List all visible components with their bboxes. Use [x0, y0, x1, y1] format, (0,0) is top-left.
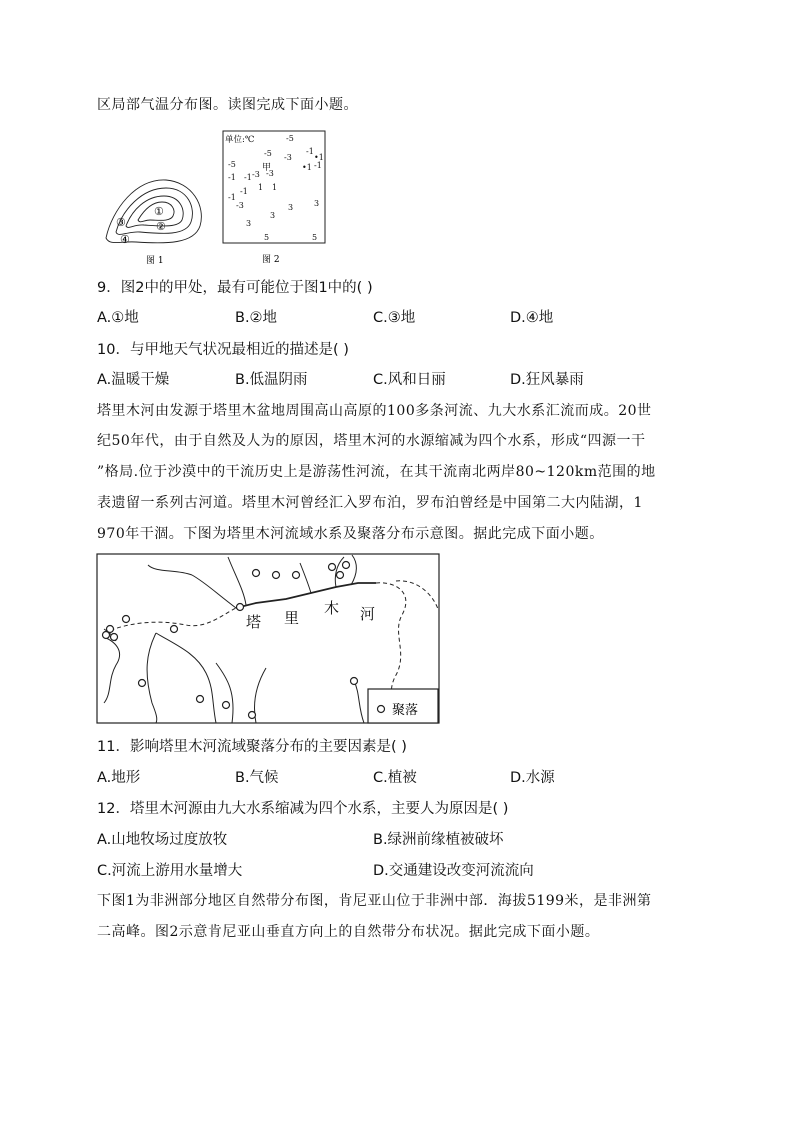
q9-option-c[interactable]: C.③地 [373, 310, 416, 326]
map-legend-label: 聚落 [392, 703, 419, 718]
value-3: -3 [284, 153, 292, 162]
contour-label-4: ④ [120, 233, 130, 246]
contour-label-2: ② [156, 220, 166, 233]
value-10: -1 [228, 193, 236, 202]
jia-label: 甲 [262, 163, 272, 173]
passage2-line-2: 纪50年代，由于自然及人为的原因，塔里木河的水源缩减为四个水系，形成“四源一干 [97, 433, 646, 449]
value-2: -5 [264, 149, 272, 158]
q12-option-d[interactable]: D.交通建设改变河流流向 [373, 863, 534, 879]
q11-option-a[interactable]: A.地形 [97, 770, 141, 786]
value-1: -5 [286, 134, 294, 143]
value-5: -5 [228, 160, 236, 169]
contour-label-3: ③ [116, 216, 126, 229]
value-15: •1 [314, 153, 324, 162]
passage3-line-1: 下图1为非洲部分地区自然带分布图，肯尼亚山位于非洲中部．海拔5199米，是非洲第 [97, 893, 652, 909]
value-13: -1 [314, 161, 322, 170]
value-14: -3 [236, 201, 244, 210]
q10-option-c[interactable]: C.风和日丽 [373, 372, 446, 388]
river-label-ta: 塔 [246, 613, 262, 631]
river-label-he: 河 [360, 605, 376, 623]
value-11: 1 [272, 183, 278, 192]
value-21: 5 [264, 233, 270, 242]
settlement-legend-icon [378, 706, 385, 713]
temperature-svg [222, 130, 326, 268]
contour-label-1: ① [154, 205, 164, 218]
river-label-mu: 木 [324, 599, 340, 617]
passage2-line-5: 970年干涸。下图为塔里木河流域水系及聚落分布示意图。据此完成下面小题。 [97, 526, 604, 542]
q11-option-d[interactable]: D.水源 [510, 770, 555, 786]
tarim-river-map [96, 553, 440, 724]
question-11: 11．影响塔里木河流域聚落分布的主要因素是( ) [97, 739, 407, 755]
passage2-line-1: 塔里木河由发源于塔里木盆地周围高山高原的100多条河流、九大水系汇流而成。20世 [97, 403, 652, 419]
value-16: 1 [258, 183, 264, 192]
q9-option-b[interactable]: B.②地 [235, 310, 278, 326]
figure-2-caption: 图 2 [262, 255, 280, 265]
figure-1-contour [96, 170, 206, 266]
q12-option-c[interactable]: C.河流上游用水量增大 [97, 863, 243, 879]
value-17: 3 [246, 219, 252, 228]
contour-svg [96, 170, 206, 266]
q12-option-b[interactable]: B.绿洲前缘植被破坏 [373, 832, 504, 848]
value-4: -1 [306, 147, 314, 156]
question-9: 9．图2中的甲处，最有可能位于图1中的( ) [97, 280, 373, 296]
passage3-line-2: 二高峰。图2示意肯尼亚山垂直方向上的自然带分布状况。据此完成下面小题。 [97, 924, 600, 940]
river-label-li: 里 [284, 609, 300, 627]
value-23: -1 [244, 173, 252, 182]
value-6: -3 [252, 170, 260, 179]
passage2-line-3: ”格局.位于沙漠中的干流历史上是游荡性河流，在其干流南北两岸80~120km范围的地 [97, 464, 656, 480]
q10-option-b[interactable]: B.低温阴雨 [235, 372, 308, 388]
value-8: -1 [228, 173, 236, 182]
q11-option-c[interactable]: C.植被 [373, 770, 417, 786]
value-18: 3 [270, 211, 276, 220]
q10-option-a[interactable]: A.温暖干燥 [97, 372, 170, 388]
q11-option-b[interactable]: B.气候 [235, 770, 279, 786]
value-20: 3 [314, 199, 320, 208]
value-22: 5 [312, 233, 318, 242]
passage2-line-4: 表遗留一系列古河道。塔里木河曾经汇入罗布泊，罗布泊曾经是中国第二大内陆湖，1 [97, 495, 643, 511]
q9-option-d[interactable]: D.④地 [510, 310, 554, 326]
map-svg [96, 553, 440, 724]
intro-text: 区局部气温分布图。读图完成下面小题。 [97, 97, 358, 113]
q10-option-d[interactable]: D.狂风暴雨 [510, 372, 584, 388]
question-10: 10．与甲地天气状况最相近的描述是( ) [97, 342, 349, 358]
q12-option-a[interactable]: A.山地牧场过度放牧 [97, 832, 228, 848]
figure-1-caption: 图 1 [146, 256, 164, 266]
question-12: 12．塔里木河源由九大水系缩减为四个水系，主要人为原因是( ) [97, 801, 509, 817]
q9-option-a[interactable]: A.①地 [97, 310, 139, 326]
unit-label: 单位:℃ [225, 135, 255, 145]
value-19: 3 [288, 203, 294, 212]
value-7: •1 [302, 163, 312, 172]
value-9: -1 [240, 187, 248, 196]
figure-2-temperature [222, 130, 326, 268]
value-12: -3 [266, 169, 274, 178]
